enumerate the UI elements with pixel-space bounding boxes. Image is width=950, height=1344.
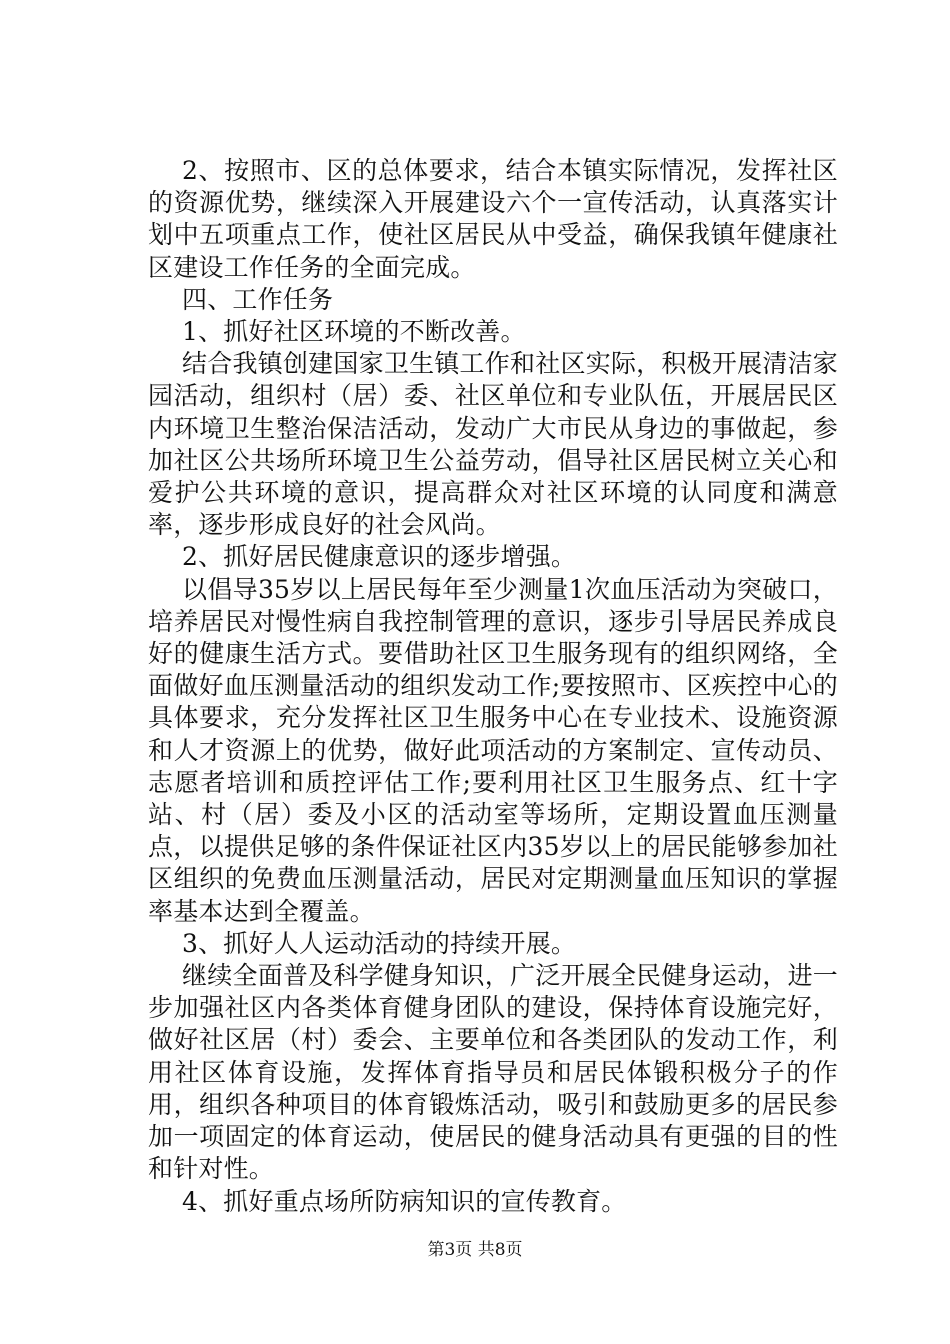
page-number-footer: 第3页 共8页 (427, 1240, 523, 1260)
subheading: 1、抓好社区环境的不断改善。 (182, 317, 526, 347)
subheading: 4、抓好重点场所防病知识的宣传教育。 (182, 1186, 627, 1216)
paragraph: 结合我镇创建国家卫生镇工作和社区实际，积极开展清洁家园活动，组织村（居）委、社区单位和专业队伍，开展居民区内环境卫生整治保洁活动，发动广大市民从身边的事做起，参加社区公共场所环境卫生公益劳动，倡导社区居民树立关心和爱护公共环境的意识，提高群众对社区环境的认同度和满意率，逐步形成良好的社会风尚。 (148, 349, 838, 540)
document-body (148, 155, 838, 1218)
section-heading: 四、工作任务 (182, 284, 334, 314)
subheading: 2、抓好居民健康意识的逐步增强。 (182, 542, 577, 572)
paragraph: 以倡导35岁以上居民每年至少测量1次血压活动为突破口，培养居民对慢性病自我控制管理的意识，逐步引导居民养成良好的健康生活方式。要借助社区卫生服务现有的组织网络，全面做好血压测量活动的组织发动工作;要按照市、区疾控中心的具体要求，充分发挥社区卫生服务中心在专业技术、设施资源和人才资源上的优势，做好此项活动的方案制定、宣传动员、志愿者培训和质控评估工作;要利用社区卫生服务点、红十字站、村（居）委及小区的活动室等场所，定期设置血压测量点，以提供足够的条件保证社区内35岁以上的居民能够参加社区组织的免费血压测量活动，居民对定期测量血压知识的掌握率基本达到全覆盖。 (148, 574, 838, 926)
paragraph: 2、按照市、区的总体要求，结合本镇实际情况，发挥社区的资源优势，继续深入开展建设六个一宣传活动，认真落实计划中五项重点工作，使社区居民从中受益，确保我镇年健康社区建设工作任务的全面完成。 (148, 156, 838, 282)
subheading: 3、抓好人人运动活动的持续开展。 (182, 928, 577, 958)
paragraph: 继续全面普及科学健身知识，广泛开展全民健身运动，进一步加强社区内各类体育健身团队的建设，保持体育设施完好，做好社区居（村）委会、主要单位和各类团队的发动工作，利用社区体育设施，发挥体育指导员和居民体锻积极分子的作用，组织各种项目的体育锻炼活动，吸引和鼓励更多的居民参加一项固定的体育运动，使居民的健身活动具有更强的目的性和针对性。 (148, 961, 838, 1184)
